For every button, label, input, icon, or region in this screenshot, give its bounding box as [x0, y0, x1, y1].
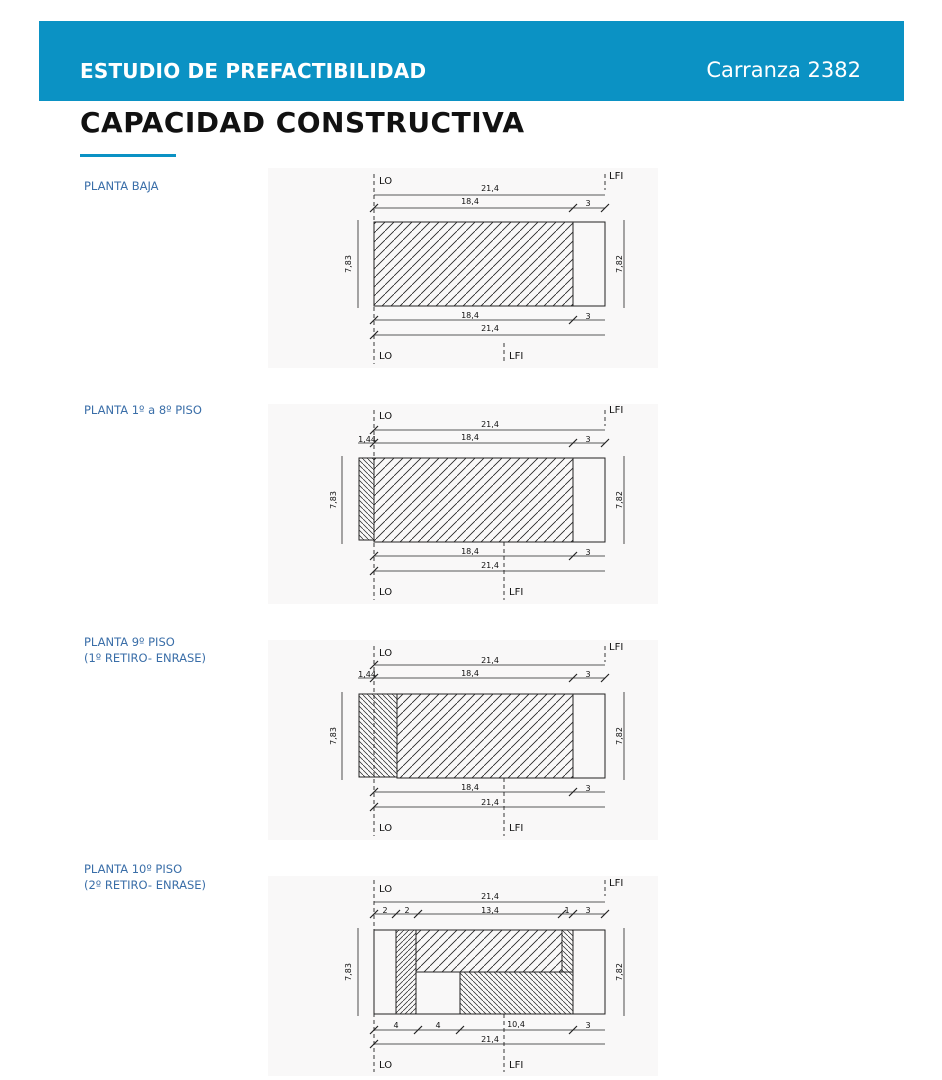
lfi-label-top: LFI [609, 878, 624, 889]
dim-rear-top: 3 [585, 199, 591, 208]
dim-total-top: 21,4 [481, 892, 499, 901]
section-label-planta-1-8: PLANTA 1º a 8º PISO [84, 403, 202, 417]
dim-depth-left: 7,83 [344, 255, 353, 273]
lo-label-top: LO [379, 411, 393, 422]
dim-built-top: 18,4 [461, 433, 479, 442]
dim-depth-left: 7,83 [329, 491, 338, 509]
lo-label-bottom: LO [379, 587, 393, 598]
section-label-planta-10: PLANTA 10º PISO (2º RETIRO- ENRASE) [84, 862, 207, 892]
dim-depth-left: 7,83 [344, 963, 353, 981]
dim-depth-right: 7,82 [615, 727, 624, 745]
dim-built-bottom: 18,4 [461, 547, 479, 556]
lo-label-top: LO [379, 884, 393, 895]
dim-total-bottom: 21,4 [481, 798, 499, 807]
dim-built-bottom: 18,4 [461, 311, 479, 320]
dim-depth-left: 7,83 [329, 727, 338, 745]
lfi-label-top: LFI [609, 405, 624, 416]
page-title: CAPACIDAD CONSTRUCTIVA [80, 106, 525, 139]
lfi-label-bottom: LFI [509, 823, 524, 834]
title-underline [80, 154, 176, 157]
dim-total-top: 21,4 [481, 184, 499, 193]
dim-balcony-top: 1,44 [358, 670, 376, 679]
dim-rear-bottom: 3 [585, 312, 591, 321]
dim-total-bottom: 21,4 [481, 1035, 499, 1044]
lfi-label-bottom: LFI [509, 1060, 524, 1071]
buildable-upper [416, 930, 562, 972]
buildable-area [374, 222, 573, 306]
header-address: Carranza 2382 [706, 58, 861, 82]
dim-total-bottom: 21,4 [481, 561, 499, 570]
dim-balcony-top: 1,44 [358, 435, 376, 444]
lo-label-bottom: LO [379, 1060, 393, 1071]
dim-rear-bottom: 3 [585, 784, 591, 793]
dim-p10-bot-b: 4 [435, 1021, 441, 1030]
plan-planta-1-8 [268, 404, 658, 604]
dim-p10-bot-a: 4 [393, 1021, 399, 1030]
dim-total-top: 21,4 [481, 656, 499, 665]
dim-p10-c: 1 [564, 906, 570, 915]
lfi-label-bottom: LFI [509, 351, 524, 362]
dim-rear-bottom: 3 [585, 1021, 591, 1030]
dim-p10-bot-mid: 10,4 [507, 1020, 525, 1029]
dim-rear-top: 3 [585, 435, 591, 444]
dim-rear-top: 3 [585, 906, 591, 915]
dim-p10-mid: 13,4 [481, 906, 499, 915]
lfi-label-top: LFI [609, 642, 624, 653]
setback-strip [396, 930, 416, 1014]
dim-depth-right: 7,82 [615, 963, 624, 981]
section-label-planta-9: PLANTA 9º PISO (1º RETIRO- ENRASE) [84, 635, 207, 665]
lo-label-bottom: LO [379, 823, 393, 834]
dim-depth-right: 7,82 [615, 255, 624, 273]
header-bar [39, 21, 904, 101]
lfi-label-top: LFI [609, 171, 624, 182]
lo-label-top: LO [379, 648, 393, 659]
balcony-area [359, 458, 374, 540]
dim-rear-top: 3 [585, 670, 591, 679]
plan-planta-10 [268, 876, 658, 1076]
dim-built-top: 18,4 [461, 669, 479, 678]
buildable-area [374, 458, 573, 542]
dim-depth-right: 7,82 [615, 491, 624, 509]
setback-area [359, 694, 397, 777]
plan-planta-9 [268, 640, 658, 840]
plan-planta-baja [268, 168, 658, 368]
dim-built-bottom: 18,4 [461, 783, 479, 792]
buildable-edge [562, 930, 573, 972]
buildable-lower [460, 972, 573, 1014]
dim-total-bottom: 21,4 [481, 324, 499, 333]
buildable-area [397, 694, 573, 778]
dim-p10-a: 2 [382, 906, 388, 915]
lo-label-bottom: LO [379, 351, 393, 362]
dim-total-top: 21,4 [481, 420, 499, 429]
lfi-label-bottom: LFI [509, 587, 524, 598]
dim-built-top: 18,4 [461, 197, 479, 206]
lo-label-top: LO [379, 176, 393, 187]
section-label-planta-baja: PLANTA BAJA [84, 179, 159, 193]
dim-p10-b: 2 [404, 906, 410, 915]
dim-rear-bottom: 3 [585, 548, 591, 557]
header-title: ESTUDIO DE PREFACTIBILIDAD [80, 59, 427, 83]
